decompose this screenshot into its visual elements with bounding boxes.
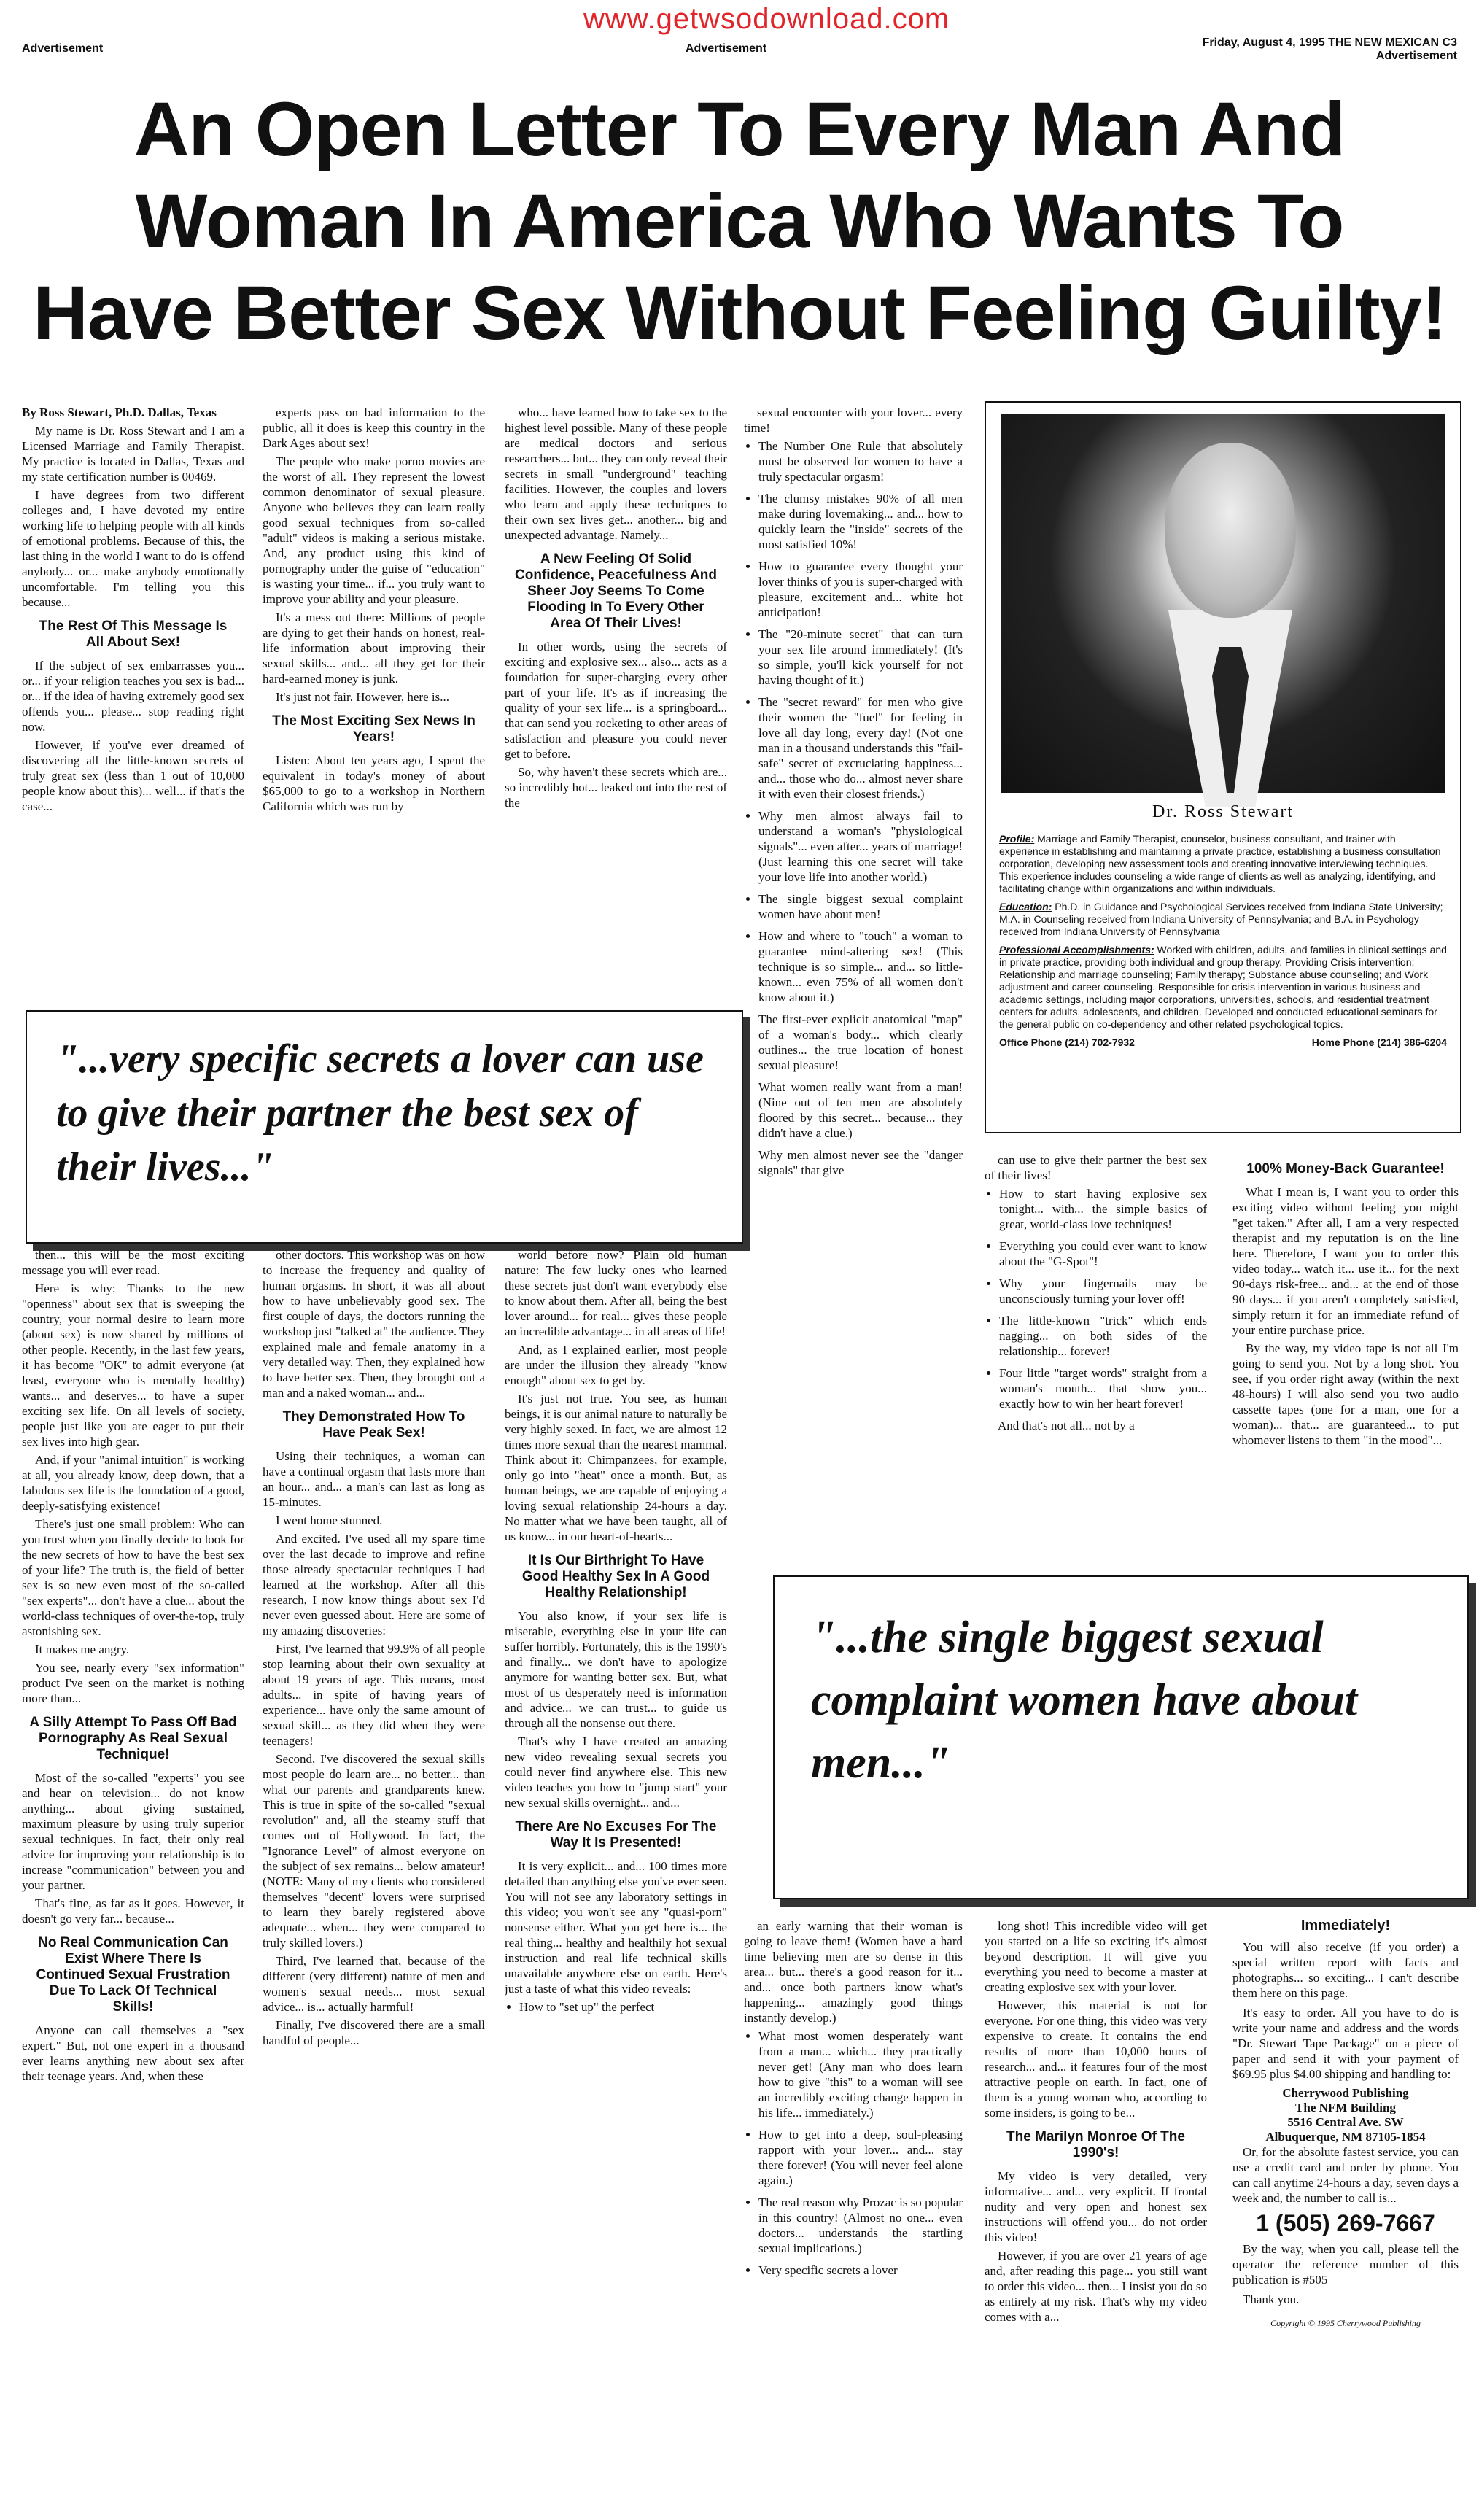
bullet-item: • Everything you could ever want to know about the "G-Spot"! [999, 1238, 1207, 1269]
bullet-list [505, 1999, 727, 2015]
pull-quote-1-text: "...very specific secrets a lover can use to give their partner the best sex of their lives..." [56, 1036, 704, 1190]
subheading: The Rest Of This Message Is All About Sex! [39, 619, 228, 650]
paragraph: an early warning that their woman is going to leave them! (Women have a hard time believing men are so dense in this area... but... there's a good reason for it... and... once both partners know what's happening... amazingly good things instantly develop.) [744, 1919, 963, 2025]
author-bio [999, 833, 1447, 1049]
bullet-item: • Four little "target words" straight from a woman's mouth... that show you... exactly how to win her heart forever! [999, 1365, 1207, 1411]
paragraph: It's a mess out there: Millions of people are dying to get their hands on honest, real-life information about improving their sexual skills... and... all they get for their hard-earned money is junk. [263, 610, 485, 686]
paragraph: Using their techniques, a woman can have a continual orgasm that lasts more than an hour... and... a man's can last as long as 15-minutes. [263, 1449, 485, 1509]
subheading: There Are No Excuses For The Way It Is Presented! [515, 1819, 717, 1850]
paragraph: It's just not fair. However, here is... [276, 690, 449, 704]
paragraph: However, if you've ever dreamed of discovering all the little-known secrets of truly great sex (less than 1 out of 10,000 people know about this)... well... if that's the case... [22, 738, 244, 813]
bullet-list [744, 438, 963, 1178]
bullet-item: • The real reason why Prozac is so popular in this country! (Almost no one... even doctors... understands the startling sexual implications.) [758, 2195, 963, 2256]
bullet-item: • Very specific secrets a lover [758, 2263, 963, 2278]
column-1-bottom [22, 1247, 244, 2502]
column-3-bottom [505, 1247, 727, 2502]
paragraph: However, if you are over 21 years of age and, after reading this page... you still want to order this video... then... I insist you do so as entirely at my risk. That's why my video comes with a... [985, 2249, 1207, 2324]
subheading: The Marilyn Monroe Of The 1990's! [1006, 2129, 1185, 2160]
paragraph: You also know, if your sex life is miserable, everything else in your life can suffer horribly. Fortunately, this is the 1990's and finally... we don't have to apologize anymore for wanting better sex. But, what most of us desperately need is information and advice... we can trust... to guide us through all the nonsense out there. [505, 1609, 727, 1730]
order-p4: By the way, when you call, please tell the operator the reference number of this publication is #505 [1232, 2242, 1459, 2287]
paragraph: It makes me angry. [35, 1643, 130, 1656]
paragraph: You see, nearly every "sex information" product I've seen on the market is nothing more than... [22, 1661, 244, 1705]
paragraph: then... this will be the most exciting message you will ever read. [22, 1248, 244, 1277]
bullet-item: • Why men almost never see the "danger signals" that give [758, 1147, 963, 1178]
subheading: A New Feeling Of Solid Confidence, Peacefulness And Sheer Joy Seems To Come Flooding In To Every Other Area Of Their Lives! [515, 551, 717, 631]
paragraph: However, this material is not for everyone. For one thing, this video was very expensive to create. It contains the end results of more than 10,000 hours of research... and... it features four of the most attractive people on earth. In fact, one of them is a young woman who, according to some insiders, is going to be... [985, 1998, 1207, 2120]
paragraph: So, why haven't these secrets which are... so incredibly hot... leaked out into the rest of the [505, 765, 727, 810]
bullet-item: • How to guarantee every thought your lover thinks of you is super-charged with pleasure, excitement and... white hot anticipation! [758, 559, 963, 620]
order-p1: You will also receive (if you order) a special written report with facts and photographs... so exciting... I can't describe them here on this page. [1232, 1940, 1459, 2000]
paragraph: sexual encounter with your lover... every time! [744, 406, 963, 435]
header-left: Advertisement [22, 42, 104, 55]
column-4-bottom [744, 1918, 963, 2502]
bullet-item: • The Number One Rule that absolutely must be observed for women to have a truly spectacular orgasm! [758, 438, 963, 484]
paragraph: And that's not all... not by a [998, 1419, 1135, 1432]
paragraph: Listen: About ten years ago, I spent the equivalent in today's money of about $65,000 to go to a workshop in Northern California which was run by [263, 753, 485, 813]
home-phone: Home Phone (214) 386-6204 [1311, 1036, 1447, 1048]
author-photo [1001, 414, 1445, 793]
address-line-1: Cherrywood Publishing [1282, 2086, 1409, 2100]
paragraph: Most of the so-called "experts" you see and hear on television... do not know anything... about giving sustained, maximum pleasure by using truly superior sexual techniques. In fact, their only real advice for improving your relationship is to increase "communication" between you and your partner. [22, 1771, 244, 1892]
paragraph: There's just one small problem: Who can you trust when you finally decide to look for the new secrets of how to have the best sex of your life? The truth is, the field of better sex is so new even most of the so-called "sex experts"... don't have a clue... about the world-class techniques of over-the-top, truly astonishing sex. [22, 1517, 244, 1638]
column-5-mid [985, 1152, 1207, 1557]
watermark: www.getwsodownload.com [583, 3, 950, 35]
bullet-item: • The little-known "trick" which ends nagging... on both sides of the relationship... forever! [999, 1313, 1207, 1359]
pull-quote-1 [26, 1010, 743, 1244]
column-3-top [505, 405, 727, 996]
bio-accomplishments: Professional Accomplishments: Worked with children, adults, and families in clinical settings and in private practice, providing both individual and group therapy. Providing Crisis intervention; Relationship and marriage counseling; Family therapy; Substance abuse counseling; and Work adjustment and career counseling. Responsible for crisis intervention in various business and academic settings, including major corporations, universities, schools, and residential treatment centers for adults, adolescents, and children. Developed and conducted educational seminars for the general public on co-dependency and other related psychological topics. [999, 944, 1447, 1030]
paragraph: I have degrees from two different colleges and, I have devoted my entire working life to helping people with all kinds of emotional problems. Because of this, the last thing in the world I want to do is offend anybody... or... make anybody emotionally uncomfortable. I'm telling you this because... [22, 488, 244, 609]
copyright: Copyright © 1995 Cherrywood Publishing [1270, 2318, 1421, 2328]
bullet-item: • What women really want from a man! (Nine out of ten men are absolutely floored by this secret... because... they didn't have a clue.) [758, 1079, 963, 1141]
paragraph: world before now? Plain old human nature: The few lucky ones who learned these secrets just don't want everybody else to know about them. After all, being the best lover around... for real... gives these people an incredible advantage... in all areas of life! [505, 1248, 727, 1338]
bio-profile: Profile: Marriage and Family Therapist, counselor, business consultant, and trainer with experience in establishing and maintaining a private practice, establishing a business consultation corporation, developing new assessment tools and creating innovative interviewing techniques. This experience includes counseling a wide range of clients as well as analyzing, identifying, and facilitating change within organizations and within individuals. [999, 833, 1441, 894]
paragraph: who... have learned how to take sex to the highest level possible. Many of these people are medical doctors and serious researchers... but... they can only reveal their secrets in small "underground" teaching facilities. However, the couples and lovers who learn and apply these techniques to their own sex lives get... another... big and unexpected advantage. Namely... [505, 406, 727, 542]
headline-line-2: Woman In America Who Wants To [135, 179, 1344, 264]
bullet-item: • How to "set up" the perfect [519, 1999, 727, 2015]
paragraph: In other words, using the secrets of exciting and explosive sex... also... acts as a foundation for super-charging every other part of your life. It's as if increasing the quality of your sex life... is a springboard... that can send you rocketing to other areas of satisfaction and pleasure you could never get to before. [505, 640, 727, 761]
order-phone: 1 (505) 269-7667 [1256, 2210, 1435, 2236]
bullet-item: • The first-ever explicit anatomical "map" of a woman's body... which clearly outlines... the true location of honest sexual pleasure! [758, 1012, 963, 1073]
column-2-bottom [263, 1247, 485, 2502]
header-right [1203, 36, 1457, 63]
headline-line-3: Have Better Sex Without Feeling Guilty! [33, 271, 1446, 356]
bullet-item: • Why your fingernails may be unconsciously turning your lover off! [999, 1276, 1207, 1306]
order-p5: Thank you. [1243, 2292, 1300, 2306]
bullet-item: • How to start having explosive sex tonight... with... the simple basics of great, world-class love techniques! [999, 1186, 1207, 1232]
bullet-item: • How and where to "touch" a woman to guarantee mind-altering sex! (This technique is so simple... and... so little-known... even 75% of all women don't know about it.) [758, 928, 963, 1005]
header-right-sub: Advertisement [1375, 50, 1457, 62]
bullet-item: • The clumsy mistakes 90% of all men make during lovemaking... and... how to quickly learn the "inside" secrets of the most satisfied 10%! [758, 491, 963, 552]
headline-line-1: An Open Letter To Every Man And [133, 87, 1346, 172]
pull-quote-2 [773, 1575, 1469, 1899]
photo-caption: Dr. Ross Stewart [1152, 802, 1294, 821]
bullet-item: • The "20-minute secret" that can turn your sex life around immediately! (It's so simple, you'll kick yourself for not having thought of it.) [758, 627, 963, 688]
paragraph: My video is very detailed, very informative... and... very explicit. If frontal nudity and very open and honest sex instructions will offend you... do not order this video! [985, 2169, 1207, 2244]
subheading: They Demonstrated How To Have Peak Sex! [282, 1409, 465, 1441]
paragraph: Anyone can call themselves a "sex expert." But, not one expert in a thousand ever learns anything new about sex after their teenage years. And, when these [22, 2023, 244, 2083]
address-line-4: Albuquerque, NM 87105-1854 [1265, 2130, 1426, 2144]
column-4-top [744, 405, 963, 1659]
column-5-bottom [985, 1918, 1207, 2502]
paragraph: What I mean is, I want you to order this exciting video without feeling you might "get taken." After all, I am a very respected therapist and my reputation is on the line here. Therefore, I want you to order this video today... watch it... use it... for the next 90-days risk-free... and... at the end of those 90 days... if you aren't completely satisfied, simply return it for an immediate refund of your entire purchase price. [1232, 1185, 1459, 1337]
header-dateline: Friday, August 4, 1995 THE NEW MEXICAN C3 [1202, 36, 1457, 49]
paragraph: And, if your "animal intuition" is working at all, you already know, deep down, that a fabulous sex life is the foundation of a good, deeply-satisfying existence! [22, 1453, 244, 1513]
paragraph: Finally, I've discovered there are a small handful of people... [263, 2018, 485, 2047]
paragraph: Here is why: Thanks to the new "openness" about sex that is sweeping the country, your normal desire to learn more (about sex) is now shared by millions of other people. Recently, in the last few years, it has become "OK" to admit everyone (at least, everyone who is mentally healthy) wants... and deserves... to have a super exciting sex life. On all levels of society, people just like you are eager to put their sex lives into high gear. [22, 1282, 244, 1449]
pull-quote-2-text: "...the single biggest sexual complaint women have about men..." [811, 1613, 1358, 1788]
address-line-3: 5516 Central Ave. SW [1287, 2115, 1404, 2129]
paragraph: If the subject of sex embarrasses you... or... if your religion teaches you sex is bad... or... if the idea of having extremely good sex offends you... please... stop reading right now. [22, 659, 244, 734]
office-phone: Office Phone (214) 702-7932 [999, 1036, 1135, 1048]
bullet-item: • What most women desperately want from a man... which... they practically never get! (Any man who does learn how to give "this" to a woman will see an incredibly exciting change happen in his life... immediately.) [758, 2028, 963, 2120]
paragraph: other doctors. This workshop was on how to increase the frequency and quality of human orgasms. In short, it was all about how to have unbelievably good sex. The first couple of days, the doctors running the workshop just "talked at" the audience. They explained male and female anatomy in a very detailed way. Then, they explained how to have better sex. Then, they brought out a man and a naked woman... and... [263, 1248, 485, 1400]
paragraph: That's why I have created an amazing new video revealing sexual secrets you could never find anywhere else. This new video teaches you how to "jump start" your new sexual skills overnight... and... [505, 1734, 727, 1810]
headline [22, 84, 1457, 360]
subheading: The Most Exciting Sex News In Years! [272, 713, 475, 745]
bio-phones [999, 1036, 1447, 1049]
bullet-item: • The single biggest sexual complaint women have about men! [758, 891, 963, 922]
column-2-top [263, 405, 485, 996]
paragraph: And excited. I've used all my spare time over the last decade to improve and refine those already spectacular techniques I had learned at the workshop. After all this research, I now know things about sex I'd never even guessed about. Here are some of my amazing discoveries: [263, 1532, 485, 1637]
subheading: A Silly Attempt To Pass Off Bad Pornography As Real Sexual Technique! [29, 1715, 237, 1762]
author-profile-box [985, 401, 1461, 1133]
header-center: Advertisement [686, 42, 767, 55]
subheading: It Is Our Birthright To Have Good Healthy Sex In A Good Healthy Relationship! [521, 1553, 710, 1600]
paragraph: Second, I've discovered the sexual skills most people do learn are... no better... than what our parents and grandparents knew. This is true in spite of the so-called "sexual revolution" and, all the steamy stuff that comes out of Hollywood. In fact, the "Ignorance Level" of almost everyone on the subject of sex remains... below amateur! (NOTE: Many of my clients who considered themselves "decent" lovers were surprised to learn they barely registered above adequate... when... they were compared to truly skilled lovers.) [263, 1752, 485, 1950]
order-p2: It's easy to order. All you have to do is write your name and address and the words "Dr. Stewart Tape Package" on a piece of paper and send it with your payment of $69.95 plus $4.00 shipping and handling to: [1232, 2006, 1459, 2081]
bio-education: Education: Ph.D. in Guidance and Psychological Services received from Indiana State University; M.A. in Counseling received from Indiana University of Pennsylvania; and B.A. in Psychology received from Indiana University of Pennsylvania [999, 901, 1443, 937]
address-line-2: The NFM Building [1295, 2101, 1396, 2114]
paragraph: I went home stunned. [276, 1513, 383, 1527]
paragraph: experts pass on bad information to the public, all it does is keep this country in the Dark Ages about sex! [263, 406, 485, 450]
paragraph: It's just not true. You see, as human beings, it is our animal nature to naturally be very highly sexed. In fact, we are almost 12 times more sexual than the nearest mammal. Think about it: Chimpanzees, for example, only go into "heat" once a month. But, as human beings, we are capable of enjoying a loving sexual relationship 24-hours a day. No matter what we have been taught, all of us know... in our heart-of-hearts... [505, 1392, 727, 1543]
order-p3: Or, for the absolute fastest service, you can use a credit card and order by phone. You can call anytime 24-hours a day, seven days a week and, the number to call is... [1232, 2145, 1459, 2205]
paragraph: And, as I explained earlier, most people are under the illusion they already "know enough" about sex to get by. [505, 1343, 727, 1387]
bullet-item: • The "secret reward" for men who give their women the "fuel" for feeling in love all day long, every day! (Not one man in a thousand understands this "fail-safe" secret of excruciating happiness... and... those who do... almost never share it with even their closest friends.) [758, 694, 963, 802]
bullet-item: • Why men almost always fail to understand a woman's "physiological signals"... even after... years of marriage! (Just learning this one secret will take your love life into another world.) [758, 808, 963, 885]
paragraph: It is very explicit... and... 100 times more detailed than anything else you've ever seen. You will not see any laboratory settings in this video; you won't see any "quasi-porn" nonsense either. What you get here is... the real thing... healthy and healthily hot sexual instruction and real life technical skills unavailable anywhere else on earth. Here's just a taste of what this video reveals: [505, 1859, 727, 1996]
paragraph: Third, I've learned that, because of the different (very different) nature of men and women's sexual needs... most sexual advice... is... actually harmful! [263, 1954, 485, 2014]
bullet-list [985, 1186, 1207, 1411]
paragraph: That's fine, as far as it goes. However, it doesn't go very far... because... [22, 1896, 244, 1926]
column-6-mid [1232, 1152, 1459, 1557]
bullet-item: • How to get into a deep, soul-pleasing rapport with your lover... and... stay there forever! (You will never feel alone again.) [758, 2127, 963, 2188]
byline: By Ross Stewart, Ph.D. Dallas, Texas [22, 406, 217, 419]
column-1-top [22, 405, 244, 996]
paragraph: My name is Dr. Ross Stewart and I am a Licensed Marriage and Family Therapist. My practice is located in Dallas, Texas and my state certification number is 00469. [22, 424, 244, 484]
mailing-address [1232, 2086, 1459, 2144]
paragraph: First, I've learned that 99.9% of all people stop learning about their own sexuality at about 19 years of age. This means, most adults... in spite of having years of experience... have only the same amount of sexual skill... as they did when they were teenagers! [263, 1642, 485, 1748]
paragraph: By the way, my video tape is not all I'm going to send you. Not by a long shot. You see, if you order right away (within the next 48-hours) I will also send you two audio cassette tapes (one for a man, one for a woman)... that... are guaranteed... to put whomever listens to them "in the mood"... [1232, 1341, 1459, 1447]
paragraph: can use to give their partner the best sex of their lives! [985, 1153, 1207, 1182]
subheading: 100% Money-Back Guarantee! [1246, 1161, 1445, 1176]
paragraph: long shot! This incredible video will get you started on a life so exciting it's almost beyond description. It will give you everything you need to become a master at creating explosive sex with your lover. [985, 1919, 1207, 1994]
order-title: Immediately! [1300, 1918, 1391, 1934]
order-column [1232, 1918, 1459, 2502]
bullet-list [744, 2028, 963, 2278]
photo-face [1165, 443, 1296, 618]
subheading: No Real Communication Can Exist Where There Is Continued Sexual Frustration Due To Lack Of Technical Skills! [36, 1935, 230, 2015]
paragraph: The people who make porno movies are the worst of all. They represent the lowest common denominator of sexual pleasure. Anyone who believes they can learn really good sexual techniques from so-called "adult" videos is making a serious mistake. And, any product using this kind of pornography under the guise of "education" is wasting your time... if... you truly want to improve your ability and your pleasure. [263, 454, 485, 606]
